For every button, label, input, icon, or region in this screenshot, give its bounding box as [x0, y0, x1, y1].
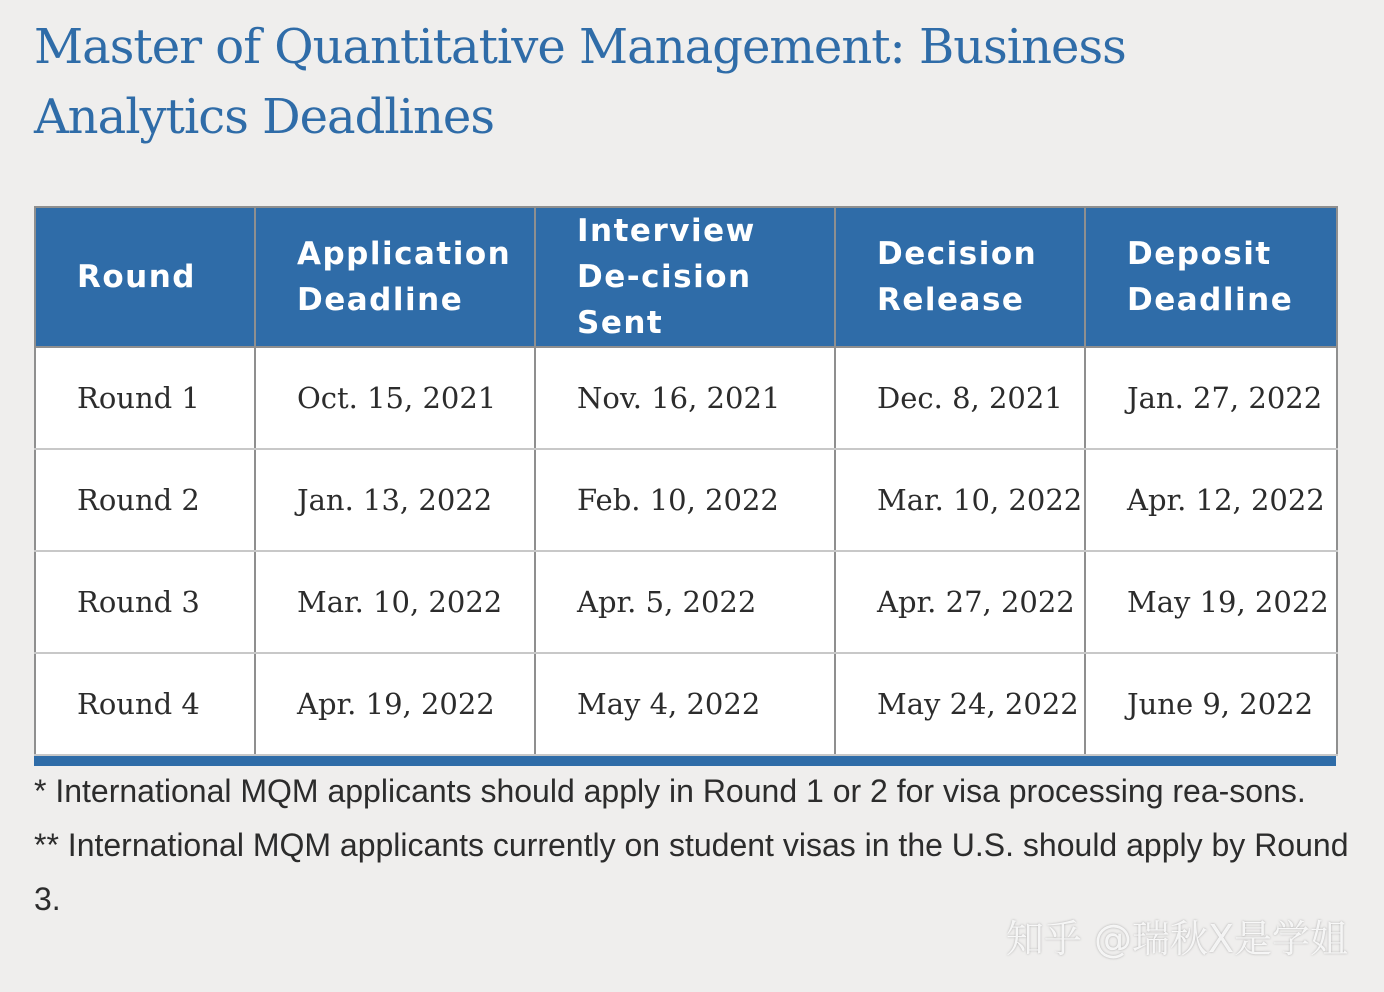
header-row [35, 207, 1337, 347]
cell-decision-release: May 24, 2022 [835, 653, 1085, 755]
cell-application-deadline: Oct. 15, 2021 [255, 347, 535, 449]
cell-round: Round 2 [35, 449, 255, 551]
cell-application-deadline: Mar. 10, 2022 [255, 551, 535, 653]
cell-round: Round 4 [35, 653, 255, 755]
table-row [35, 449, 1337, 551]
footnotes [34, 764, 1354, 926]
table-row [35, 347, 1337, 449]
deadlines-table-container [34, 206, 1336, 766]
cell-application-deadline: Apr. 19, 2022 [255, 653, 535, 755]
cell-deposit-deadline: May 19, 2022 [1085, 551, 1337, 653]
header-deposit-deadline: Deposit Deadline [1085, 207, 1337, 347]
header-interview-decision-sent: Interview De-cision Sent [535, 207, 835, 347]
cell-interview-decision-sent: May 4, 2022 [535, 653, 835, 755]
page-title: Master of Quantitative Management: Business Analytics Deadlines [34, 19, 1126, 145]
watermark: 知乎 @瑞秋X是学姐 [1005, 917, 1348, 961]
cell-decision-release: Apr. 27, 2022 [835, 551, 1085, 653]
deadlines-table [34, 206, 1338, 756]
cell-deposit-deadline: Jan. 27, 2022 [1085, 347, 1337, 449]
footnote-visa-processing: * International MQM applicants should apply in Round 1 or 2 for visa processing rea-sons. [34, 773, 1306, 809]
cell-interview-decision-sent: Feb. 10, 2022 [535, 449, 835, 551]
cell-decision-release: Dec. 8, 2021 [835, 347, 1085, 449]
table-header [35, 207, 1337, 347]
cell-decision-release: Mar. 10, 2022 [835, 449, 1085, 551]
header-decision-release: Decision Release [835, 207, 1085, 347]
cell-deposit-deadline: Apr. 12, 2022 [1085, 449, 1337, 551]
cell-deposit-deadline: June 9, 2022 [1085, 653, 1337, 755]
table-row [35, 551, 1337, 653]
cell-interview-decision-sent: Apr. 5, 2022 [535, 551, 835, 653]
cell-interview-decision-sent: Nov. 16, 2021 [535, 347, 835, 449]
footnote-student-visas: ** International MQM applicants currently on student visas in the U.S. should apply by Round 3. [34, 827, 1349, 917]
table-row [35, 653, 1337, 755]
cell-round: Round 1 [35, 347, 255, 449]
header-application-deadline: Application Deadline [255, 207, 535, 347]
table-body [35, 347, 1337, 755]
cell-application-deadline: Jan. 13, 2022 [255, 449, 535, 551]
cell-round: Round 3 [35, 551, 255, 653]
header-round: Round [35, 207, 255, 347]
